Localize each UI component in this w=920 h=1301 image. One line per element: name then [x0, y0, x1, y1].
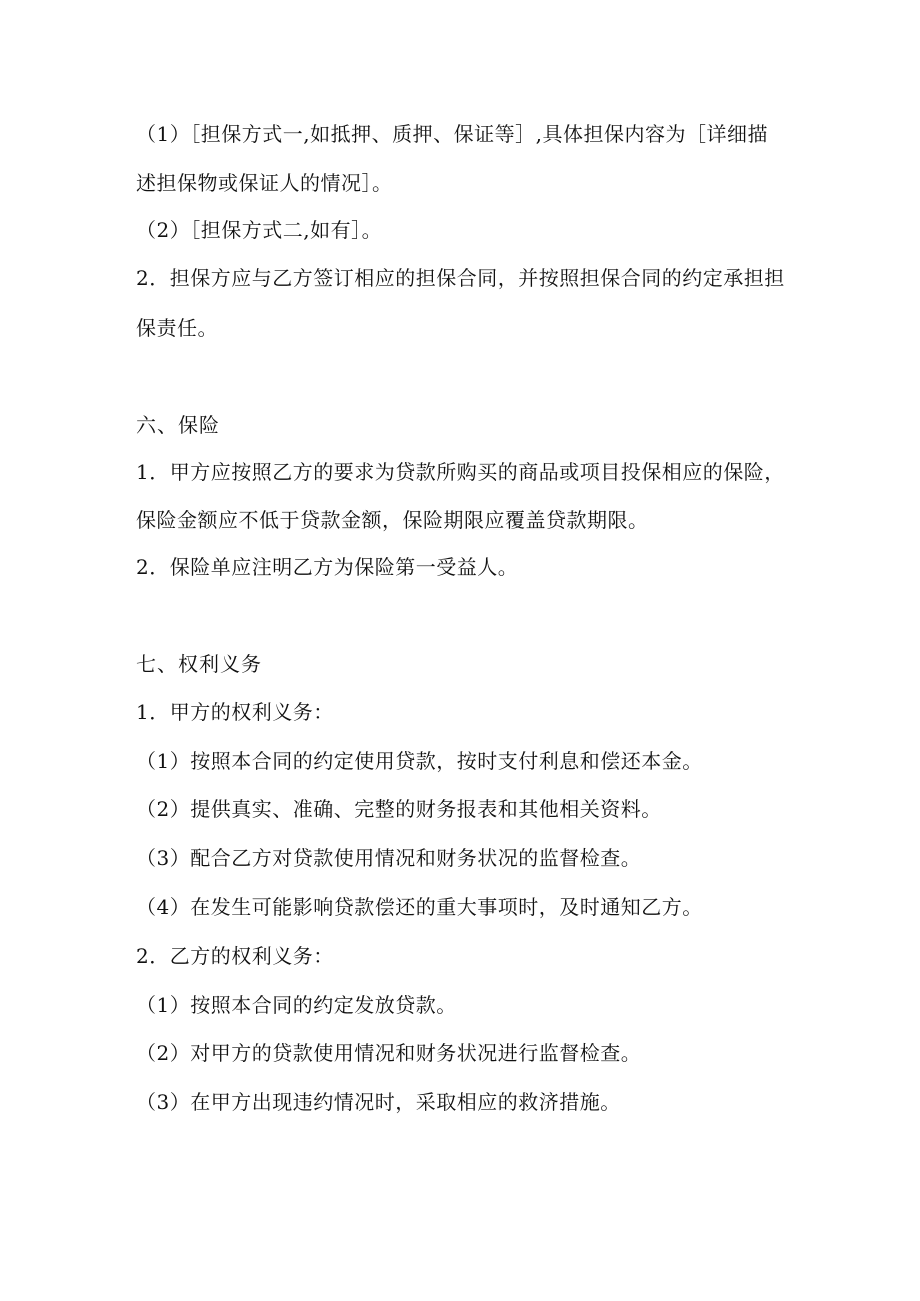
party-a-item-2: （2）提供真实、准确、完整的财务报表和其他相关资料。: [136, 797, 662, 821]
party-a-item-3: （3）配合乙方对贷款使用情况和财务状况的监督检查。: [136, 846, 642, 870]
insurance-clause-1-line-1: 1．甲方应按照乙方的要求为贷款所购买的商品或项目投保相应的保险，: [136, 460, 785, 484]
guarantee-clause-2-line-1: 2．担保方应与乙方签订相应的担保合同，并按照担保合同的约定承担担: [136, 266, 785, 290]
rights-section-title: 七、权利义务: [136, 652, 262, 676]
insurance-section-title: 六、保险: [136, 413, 220, 437]
party-b-item-3: （3）在甲方出现违约情况时，采取相应的救济措施。: [136, 1090, 621, 1114]
party-b-item-2: （2）对甲方的贷款使用情况和财务状况进行监督检查。: [136, 1041, 642, 1065]
party-b-item-1: （1）按照本合同的约定发放贷款。: [136, 993, 457, 1017]
party-b-rights-title: 2．乙方的权利义务：: [136, 944, 334, 968]
guarantee-item-1-line-1: （1）［担保方式一,如抵押、质押、保证等］,具体担保内容为［详细描: [136, 122, 768, 146]
party-a-item-4: （4）在发生可能影响贷款偿还的重大事项时，及时通知乙方。: [136, 895, 703, 919]
party-a-item-1: （1）按照本合同的约定使用贷款，按时支付利息和偿还本金。: [136, 749, 703, 773]
insurance-clause-1-line-2: 保险金额应不低于贷款金额，保险期限应覆盖贷款期限。: [136, 508, 649, 532]
guarantee-clause-2-line-2: 保责任。: [136, 316, 218, 340]
guarantee-item-1-line-2: 述担保物或保证人的情况］。: [136, 171, 393, 195]
guarantee-item-2: （2）［担保方式二,如有］。: [136, 218, 383, 242]
party-a-rights-title: 1．甲方的权利义务：: [136, 700, 334, 724]
insurance-clause-2: 2．保险单应注明乙方为保险第一受益人。: [136, 555, 519, 579]
